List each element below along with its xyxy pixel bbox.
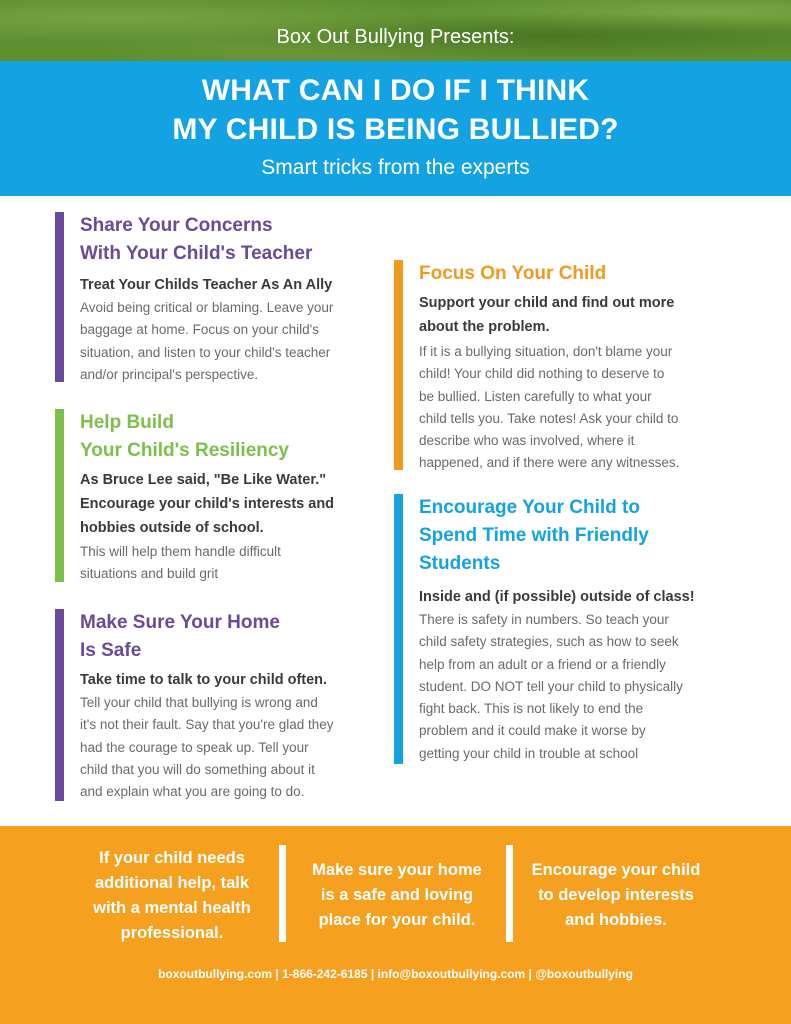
section-friendly-title: Encourage Your Child to Spend Time with Friendly Students	[419, 497, 649, 574]
section-resiliency-bar	[55, 409, 64, 582]
page-title-line-1: WHAT CAN I DO IF I THINK	[201, 74, 590, 107]
section-friendly	[394, 494, 724, 766]
footer-tip-1: If your child needs additional help, talk with a mental health professional.	[93, 849, 251, 942]
section-focus-lead: Support your child and find out more about the problem.	[419, 295, 675, 335]
section-teacher-body: Avoid being critical or blaming. Leave your baggage at home. Focus on your child's situation, and listen to your child's teacher and/or principal's perspective.	[80, 300, 334, 382]
section-teacher-bar	[55, 212, 64, 382]
section-resiliency	[55, 409, 375, 584]
section-teacher-title: Share Your Concerns With Your Child's Teacher	[80, 215, 313, 264]
section-friendly-bar	[394, 494, 403, 764]
section-home-title: Make Sure Your Home Is Safe	[80, 612, 280, 661]
footer-tip-3: Encourage your child to develop interests and hobbies.	[531, 861, 701, 929]
section-teacher	[55, 212, 375, 384]
page-subtitle: Smart tricks from the experts	[261, 156, 530, 179]
footer-divider-2	[506, 845, 513, 942]
section-home-body: Tell your child that bullying is wrong and it's not their fault. Say that you're glad they had the courage to speak up. Tell your child that you will do something about it and explain what you are going to do.	[80, 695, 334, 800]
footer-tip-2: Make sure your home is a safe and loving place for your child.	[312, 861, 482, 929]
footer-divider-1	[279, 845, 286, 942]
section-friendly-lead: Inside and (if possible) outside of class!	[419, 589, 695, 605]
section-focus-body: If it is a bullying situation, don't blame your child! Your child did nothing to deserve to be bullied. Listen carefully to what your child tells you. Take notes! Ask your child to describe who was involved, where it happened, and if there were any witnesses.	[419, 344, 680, 471]
section-home-lead: Take time to talk to your child often.	[80, 672, 328, 688]
section-resiliency-body: This will help them handle difficult situations and build grit	[80, 544, 281, 582]
presents-label: Box Out Bullying Presents:	[276, 26, 515, 48]
page-title-line-2: MY CHILD IS BEING BULLIED?	[172, 113, 619, 146]
section-home	[55, 609, 375, 803]
section-friendly-body: There is safety in numbers. So teach your child safety strategies, such as how to seek help from an adult or a friend or a friendly student. DO NOT tell your child to physically fight back. This is not likely to end the problem and it could make it worse by getting your child in trouble at school	[419, 612, 683, 761]
footer-contact-line: boxoutbullying.com | 1-866-242-6185 | info@boxoutbullying.com | @boxoutbullying	[158, 967, 633, 981]
section-teacher-lead: Treat Your Childs Teacher As An Ally	[80, 277, 333, 293]
section-focus	[394, 260, 724, 472]
section-resiliency-lead: As Bruce Lee said, "Be Like Water." Encourage your child's interests and hobbies outside of school.	[80, 472, 335, 536]
section-resiliency-title: Help Build Your Child's Resiliency	[80, 412, 289, 461]
section-focus-title: Focus On Your Child	[419, 263, 607, 284]
section-home-bar	[55, 609, 64, 801]
section-focus-bar	[394, 260, 403, 470]
